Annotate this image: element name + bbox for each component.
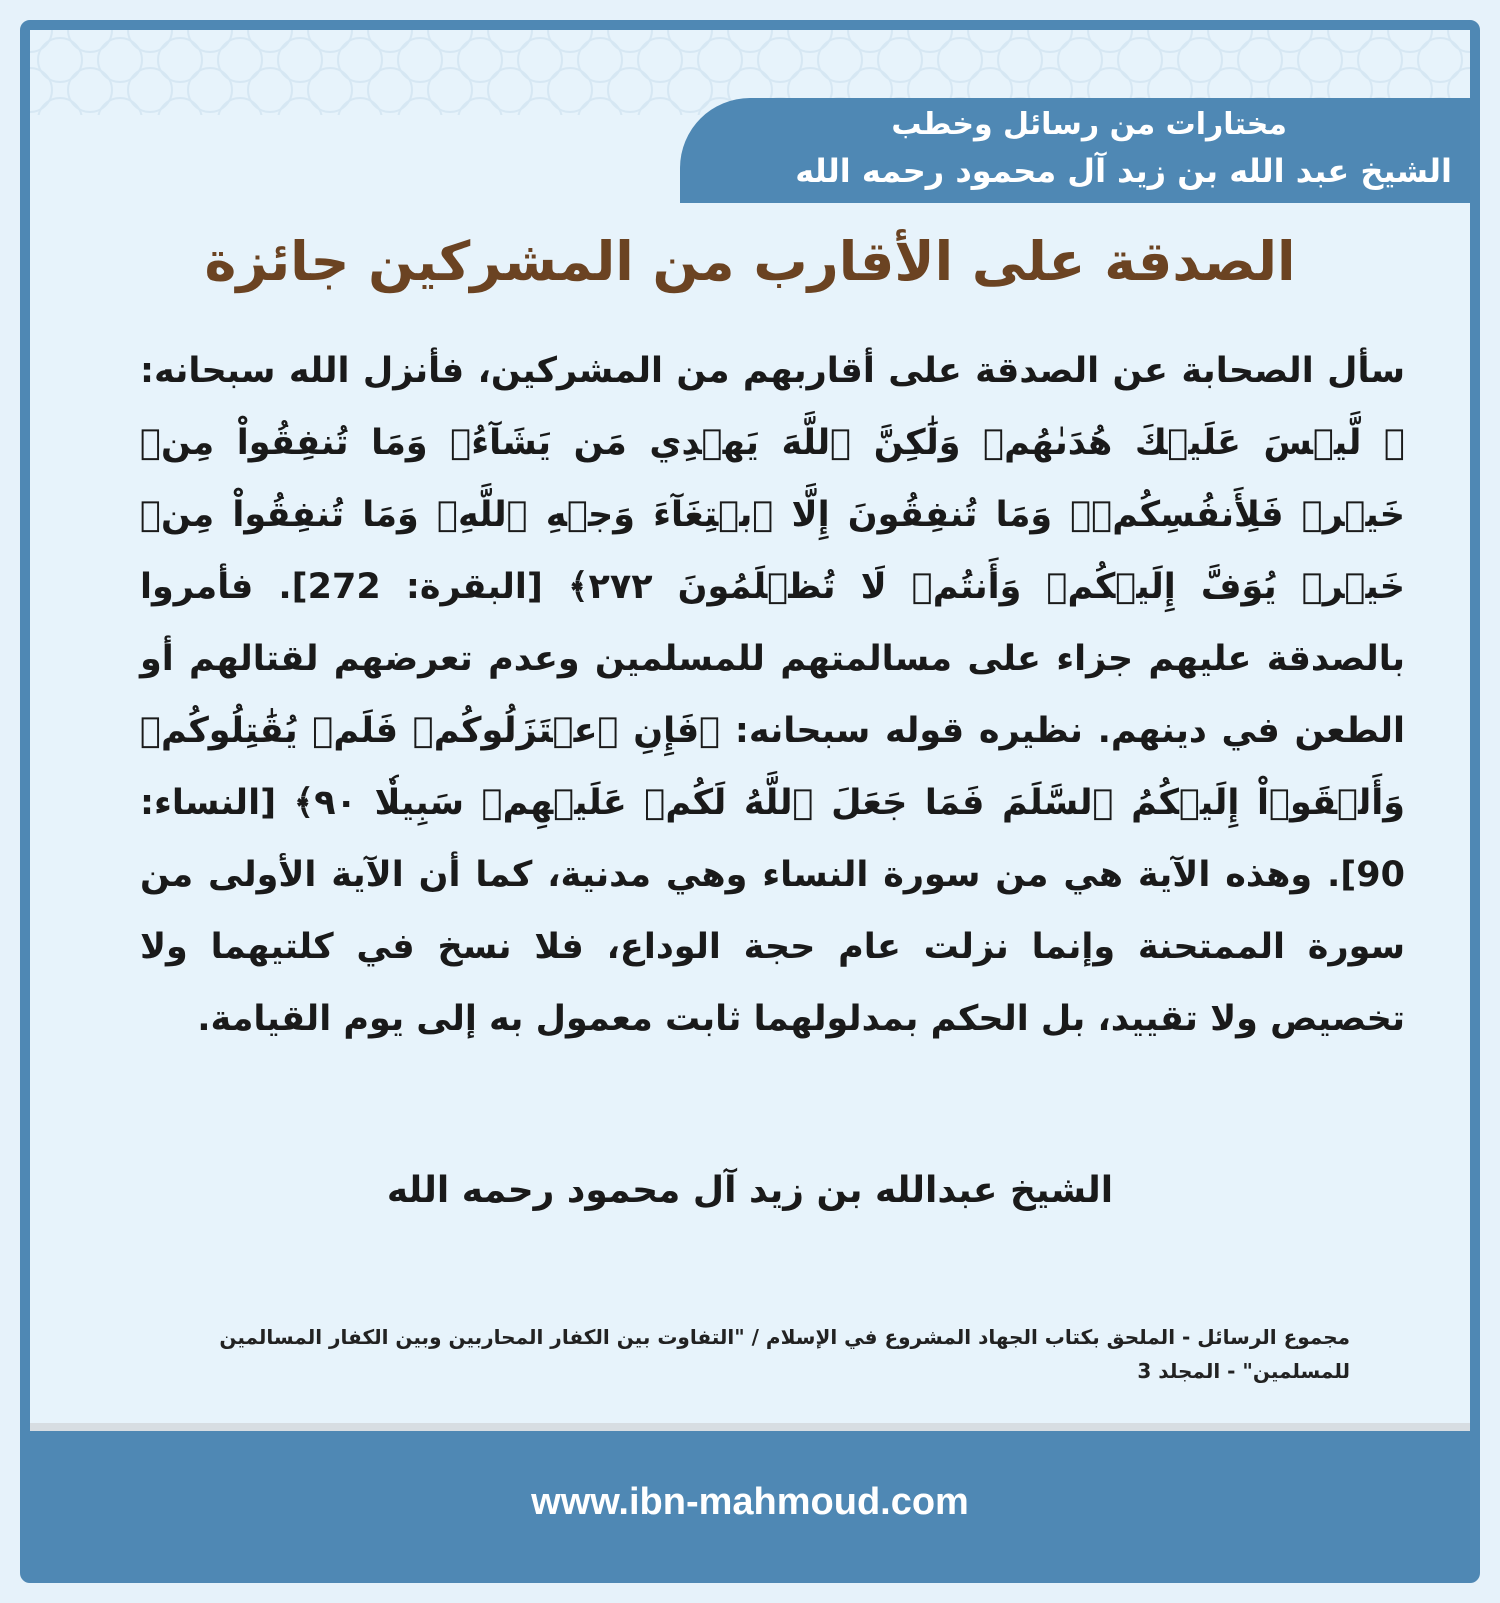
source-citation: مجموع الرسائل - الملحق بكتاب الجهاد المشروع في الإسلام / "التفاوت بين الكفار المحاربين وبين الكفار المسالمين للمسلمين" - المجلد 3 [219,1325,1350,1383]
author-signature: الشيخ عبدالله بن زيد آل محمود رحمه الله [386,1170,1114,1211]
page-title: الصدقة على الأقارب من المشركين جائزة [204,230,1296,293]
website-link[interactable]: www.ibn-mahmoud.com [531,1480,969,1523]
card-frame [20,20,1480,1583]
article-body: سأل الصحابة عن الصدقة على أقاربهم من المشركين، فأنزل الله سبحانه: ﴿ لَّيۡسَ عَلَيۡكَ هُدَىٰهُمۡ وَلَٰكِنَّ ٱللَّهَ يَهۡدِي مَن يَشَآءُۗ وَمَا تُنفِقُواْ مِنۡ خَيۡرٖ فَلِأَنفُسِكُمۡۚ وَمَا تُنفِقُونَ إِلَّا ٱبۡتِغَآءَ وَجۡهِ ٱللَّهِۚ وَمَا تُنفِقُواْ مِنۡ خَيۡرٖ يُوَفَّ إِلَيۡكُمۡ وَأَنتُمۡ لَا تُظۡلَمُونَ ٢٧٢﴾ [البقرة: 272]. فأمروا بالصدقة عليهم جزاء على مسالمتهم للمسلمين وعدم تعرضهم لقتالهم أو الطعن في دينهم. نظيره قوله سبحانه: ﴿فَإِنِ ٱعۡتَزَلُوكُمۡ فَلَمۡ يُقَٰتِلُوكُمۡ وَأَلۡقَوۡاْ إِلَيۡكُمُ ٱلسَّلَمَ فَمَا جَعَلَ ٱللَّهُ لَكُمۡ عَلَيۡهِمۡ سَبِيلٗا ٩٠﴾ [النساء: 90]. وهذه الآية هي من سورة النساء وهي مدنية، كما أن الآية الأولى من سورة الممتحنة وإنما نزلت عام حجة الوداع، فلا نسخ في كلتيهما ولا تخصيص ولا تقييد، بل الحكم بمدلولهما ثابت معمول به إلى يوم القيامة. [140,351,1406,1039]
footer-bar [30,1423,1470,1573]
header-subtitle: مختارات من رسائل وخطب [891,107,1287,142]
header-banner [680,98,1470,203]
header-author: الشيخ عبد الله بن زيد آل محمود رحمه الله [795,152,1452,190]
